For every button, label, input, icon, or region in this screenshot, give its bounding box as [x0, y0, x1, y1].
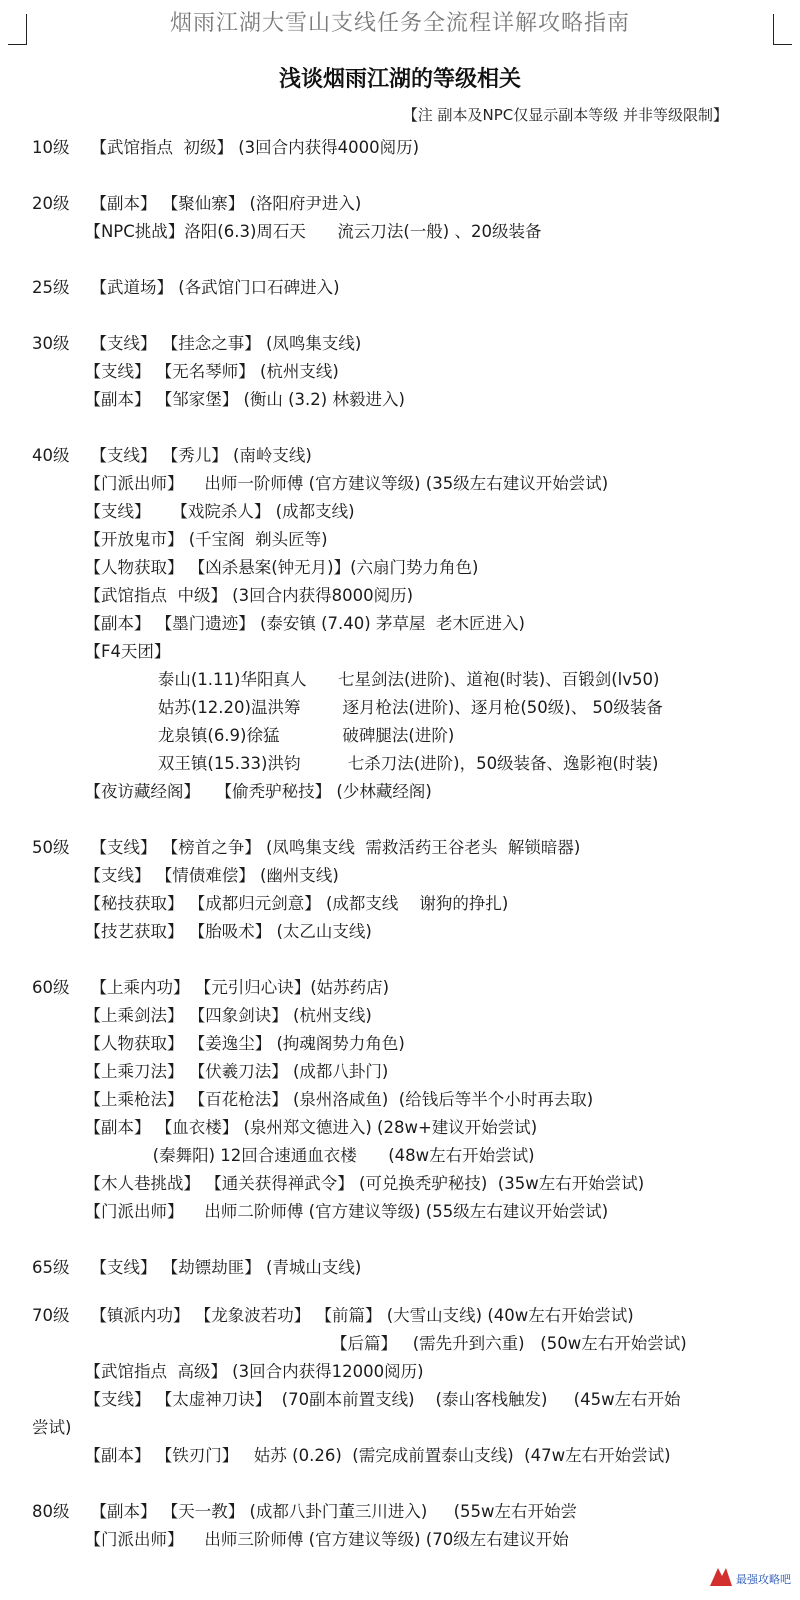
level-line: 【支线】 【情债难偿】 (幽州支线) — [32, 866, 339, 885]
level-line: 【F4天团】 — [32, 642, 171, 661]
level-line: 【开放鬼市】 (千宝阁 剃头匠等) — [32, 530, 328, 549]
level-line: 泰山(1.11)华阳真人 七星剑法(进阶)、道袍(时装)、百锻剑(lv50) — [32, 670, 660, 689]
level-line: 【副本】 【墨门遗迹】 (泰安镇 (7.40) 茅草屋 老木匠进入) — [32, 614, 525, 633]
page-title: 烟雨江湖大雪山支线任务全流程详解攻略指南 — [169, 11, 630, 36]
level-line: 30级 【支线】 【挂念之事】 (凤鸣集支线) — [32, 334, 362, 353]
level-line: 【秘技获取】 【成都归元剑意】 (成都支线 谢狗的挣扎) — [32, 894, 509, 913]
level-line: 姑苏(12.20)温洪筹 逐月枪法(进阶)、逐月枪(50级)、 50级装备 — [32, 698, 663, 717]
level-line: 【上乘剑法】 【四象剑诀】 (杭州支线) — [32, 1006, 372, 1025]
level-line: 【技艺获取】 【胎吸术】 (太乙山支线) — [32, 922, 372, 941]
level-line: 【上乘枪法】 【百花枪法】 (泉州洛咸鱼) (给钱后等半个小时再去取) — [32, 1090, 594, 1109]
level-line: 【木人巷挑战】 【通关获得禅武令】 (可兑换秃驴秘技) (35w左右开始尝试) — [32, 1174, 645, 1193]
level-line: 双王镇(15.33)洪钧 七杀刀法(进阶)，50级装备、逸影袍(时装) — [32, 754, 659, 773]
level-line: 65级 【支线】 【劫镖劫匪】 (青城山支线) — [32, 1258, 362, 1277]
watermark-text: 最强攻略吧 — [736, 1573, 791, 1586]
level-line: 【后篇】 (需先升到六重) (50w左右开始尝试) — [32, 1334, 687, 1353]
level-line: 【支线】 【戏院杀人】 (成都支线) — [32, 502, 355, 521]
level-line: 【支线】 【无名琴师】 (杭州支线) — [32, 362, 339, 381]
level-line: 25级 【武道场】 (各武馆门口石碑进入) — [32, 278, 340, 297]
level-line: 【门派出师】 出师三阶师傅 (官方建议等级) (70级左右建议开始 — [32, 1530, 569, 1549]
level-line: 【副本】 【铁刃门】 姑苏 (0.26) (需完成前置泰山支线) (47w左右开始尝试) — [32, 1446, 671, 1465]
level-line: 50级 【支线】 【榜首之争】 (凤鸣集支线 需救活药王谷老头 解锁暗器) — [32, 838, 581, 857]
level-line: 【上乘刀法】 【伏羲刀法】 (成都八卦门) — [32, 1062, 389, 1081]
level-line: 【武馆指点 中级】 (3回合内获得8000阅历) — [32, 586, 414, 605]
level-line: 【武馆指点 高级】 (3回合内获得12000阅历) — [32, 1362, 424, 1381]
level-line: 【门派出师】 出师一阶师傅 (官方建议等级) (35级左右建议开始尝试) — [32, 474, 609, 493]
level-line: 10级 【武馆指点 初级】 (3回合内获得4000阅历) — [32, 138, 420, 157]
level-line: 【副本】 【血衣楼】 (泉州郑文德进入) (28w+建议开始尝试) — [32, 1118, 538, 1137]
level-line: 【门派出师】 出师二阶师傅 (官方建议等级) (55级左右建议开始尝试) — [32, 1202, 609, 1221]
level-line: 20级 【副本】 【聚仙寨】 (洛阳府尹进入) — [32, 194, 362, 213]
level-line: (秦舞阳) 12回合速通血衣楼 (48w左右开始尝试) — [32, 1146, 535, 1165]
level-line: 【NPC挑战】洛阳(6.3)周石天 流云刀法(一般) 、20级装备 — [32, 222, 542, 241]
document-heading: 浅谈烟雨江湖的等级相关 — [278, 67, 521, 92]
level-line: 【支线】 【太虚神刀诀】 (70副本前置支线) (泰山客栈触发) (45w左右开始 — [32, 1390, 681, 1409]
level-line: 80级 【副本】 【天一教】 (成都八卦门董三川进入) (55w左右开始尝 — [32, 1502, 577, 1521]
level-line: 【人物获取】 【姜逸尘】 (拘魂阁势力角色) — [32, 1034, 405, 1053]
level-line: 【夜访藏经阁】 【偷秃驴秘技】 (少林藏经阁) — [32, 782, 432, 801]
level-line: 龙泉镇(6.9)徐猛 破碑腿法(进阶) — [32, 726, 455, 745]
level-line: 70级 【镇派内功】 【龙象波若功】 【前篇】 (大雪山支线) (40w左右开始尝试) — [32, 1306, 634, 1325]
level-line: 【人物获取】 【凶杀悬案(钟无月)】(六扇门势力角色) — [32, 558, 479, 577]
level-line: 40级 【支线】 【秀儿】 (南岭支线) — [32, 446, 312, 465]
watermark-logo — [704, 1562, 794, 1592]
level-line: 【副本】 【邹家堡】 (衡山 (3.2) 林毅进入) — [32, 390, 405, 409]
level-line: 60级 【上乘内功】 【元引归心诀】(姑苏药店) — [32, 978, 390, 997]
document-note: 【注 副本及NPC仅显示副本等级 并非等级限制】 — [402, 106, 728, 124]
level-line: 尝试) — [32, 1418, 72, 1437]
